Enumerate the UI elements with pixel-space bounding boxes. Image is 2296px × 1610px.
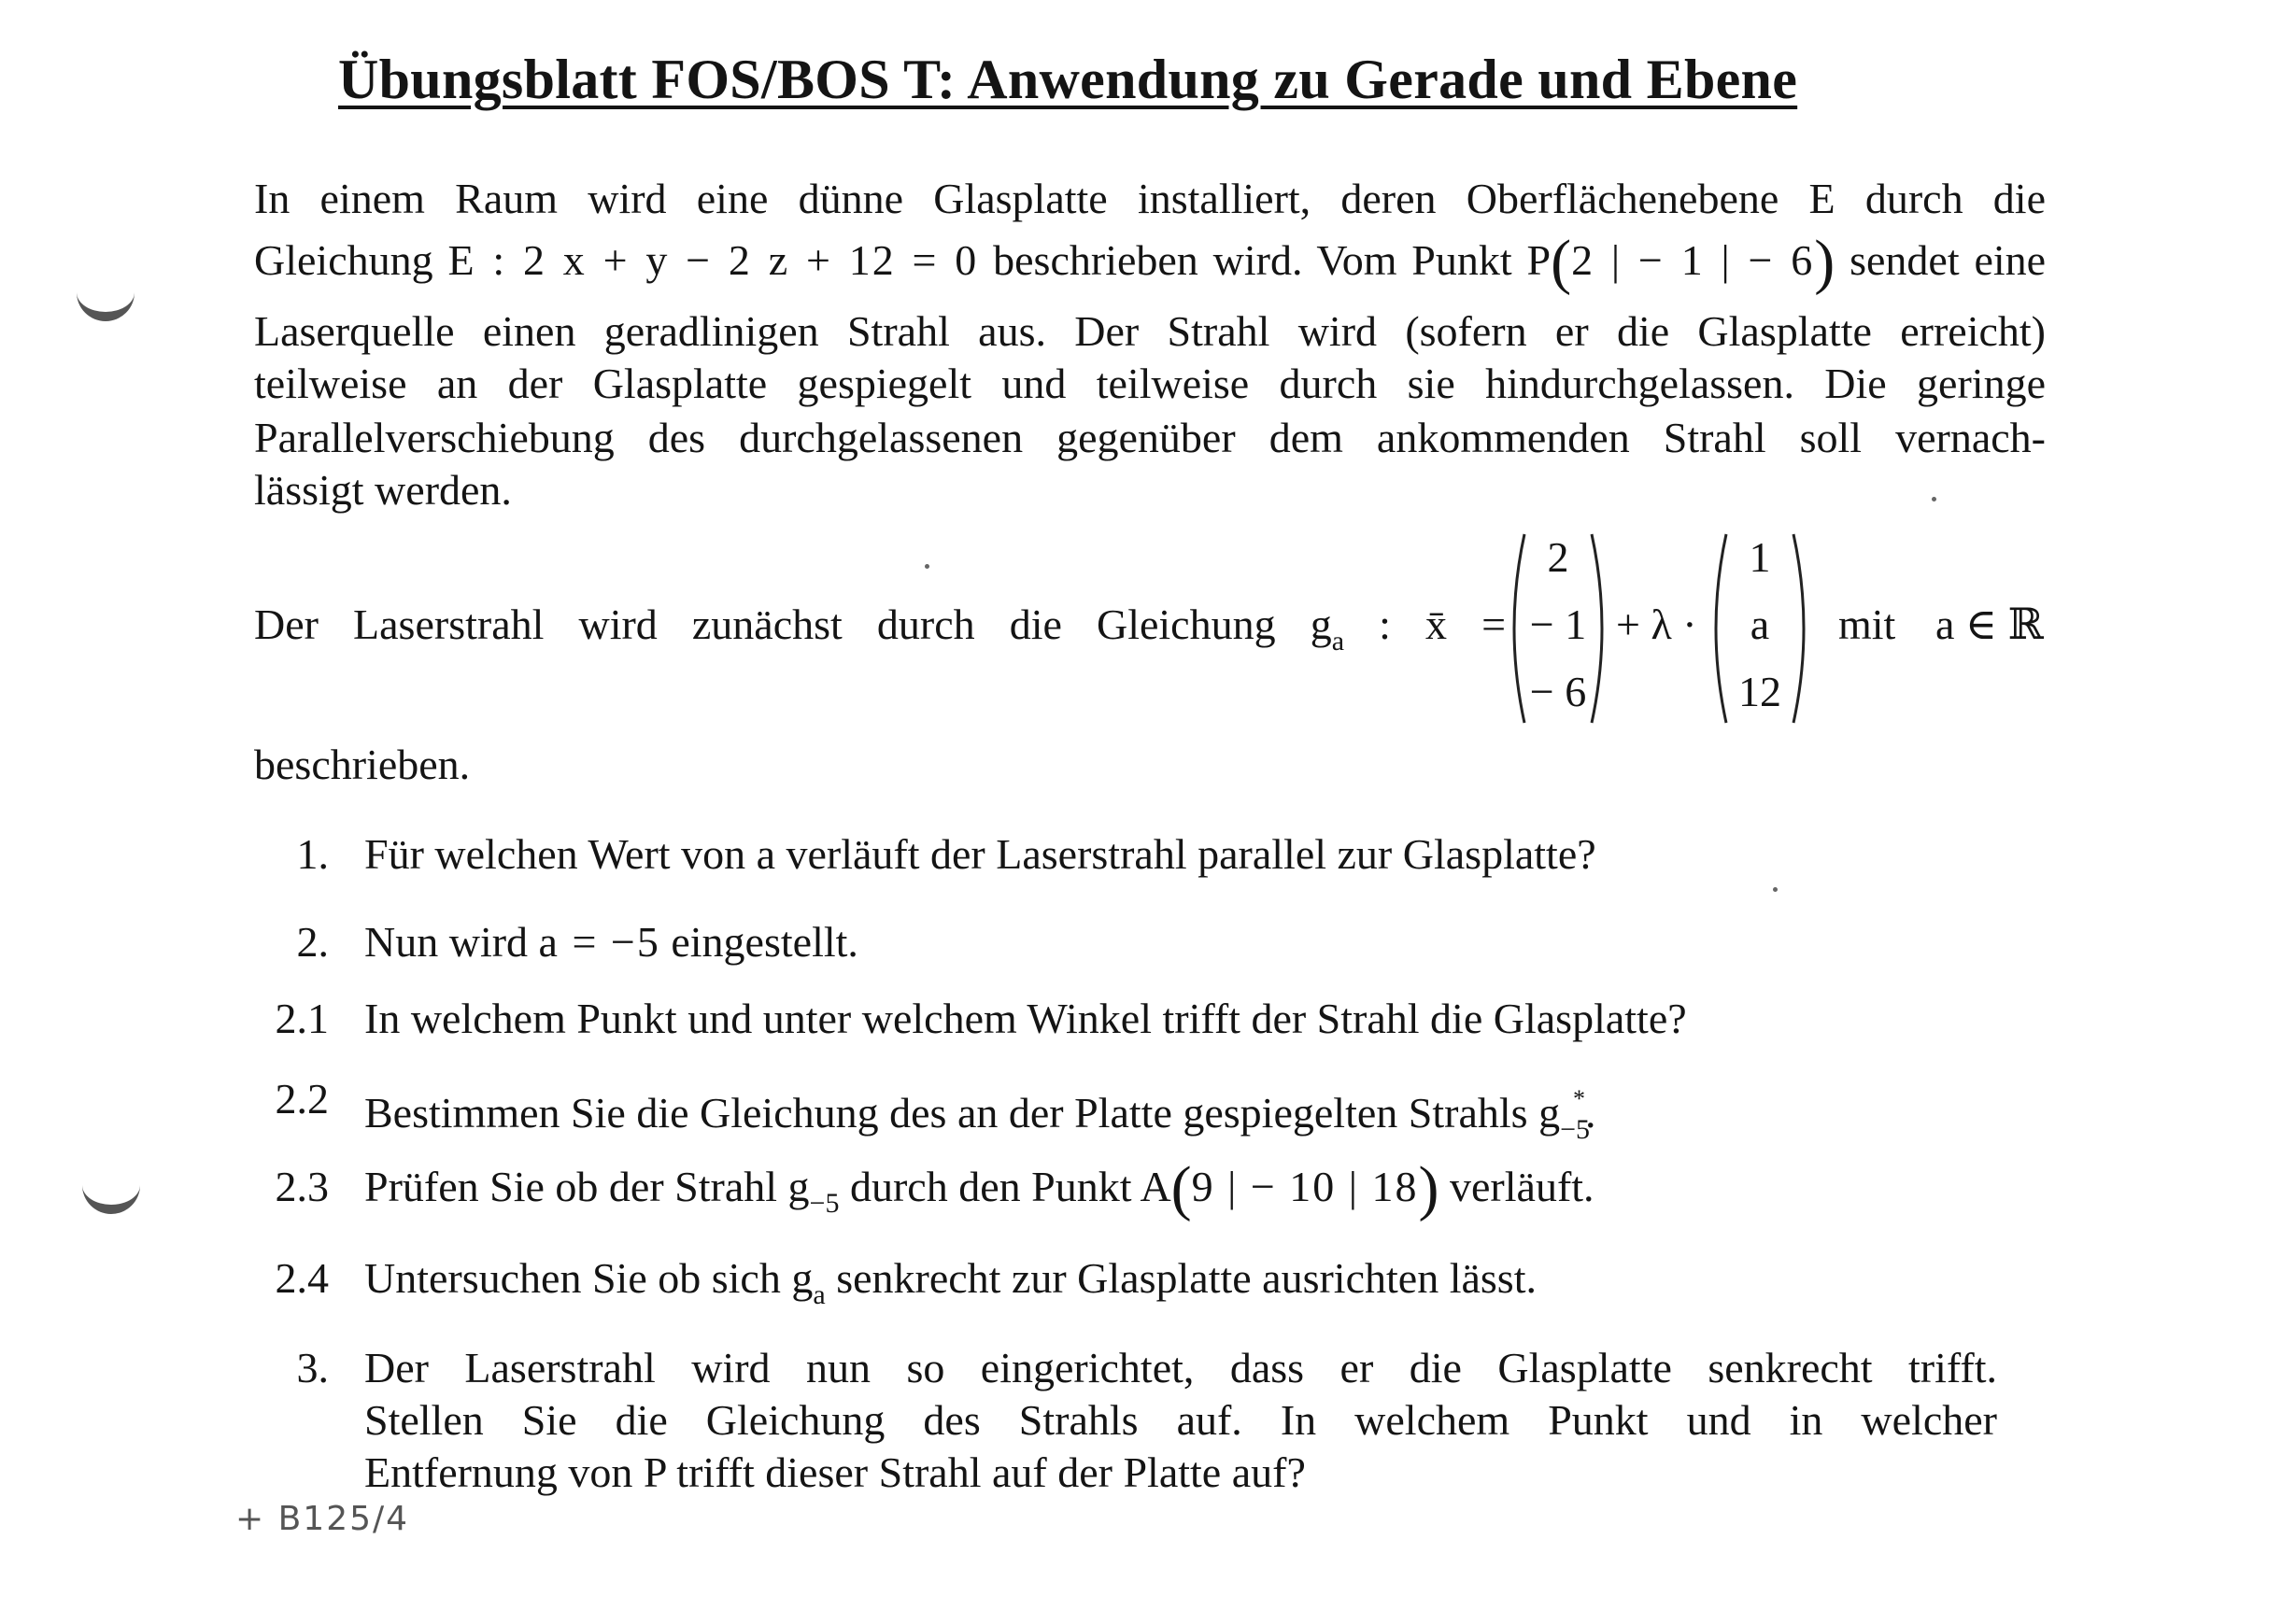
task-2-1-text: In welchem Punkt und unter welchem Winkel trifft der Strahl die Glasplatte?: [364, 995, 1687, 1042]
x-vector: : x̄ =: [1379, 600, 1507, 648]
line-symbol: [787, 1163, 840, 1219]
task-2-3-text-b: durch den Punkt: [849, 1163, 1132, 1210]
task-2-4-text: [364, 1251, 1537, 1322]
direction-vector: [1706, 530, 1814, 727]
intro-line-1: In einem Raum wird eine dünne Glasplatte installiert, deren Oberflächenebene E durch die: [254, 175, 2046, 222]
task-2-4-text-b: senkrecht zur Glasplatte ausrichten lässt.: [836, 1254, 1537, 1302]
intro-line-5: Parallelverschiebung des durchgelassenen gegenüber dem ankommenden Strahl soll vernach-: [254, 414, 2046, 461]
point-a: [1140, 1154, 1439, 1222]
point-p-label: P: [1526, 236, 1552, 284]
handwritten-note: + B125/4: [235, 1500, 410, 1538]
task-2-text-b: eingestellt.: [671, 918, 858, 966]
vec1-y: − 1: [1529, 600, 1587, 648]
point-p: [1526, 228, 1835, 296]
punch-hole-top: [77, 280, 135, 321]
point-p-coords: 2 | − 1 | − 6: [1571, 236, 1815, 284]
task-2-3-text-c: verläuft.: [1450, 1163, 1594, 1210]
task-2-4-text-a: Untersuchen Sie ob sich: [364, 1254, 781, 1302]
g-subscript: a: [813, 1279, 826, 1310]
line-symbol: [1310, 600, 1345, 657]
task-2-3-text: [364, 1154, 1594, 1231]
task-number: 2.: [296, 918, 329, 966]
task-number: 2.4: [275, 1254, 329, 1302]
vec1-x: 2: [1547, 533, 1569, 581]
point-a-coords: 9 | − 10 | 18: [1191, 1163, 1419, 1210]
intro-text: beschrieben wird. Vom Punkt: [993, 236, 1512, 284]
intro-text-end: sendet eine: [1850, 236, 2047, 284]
task-3-line-2: Stellen Sie die Gleichung des Strahls auf. In welchem Punkt und in welcher: [364, 1396, 1997, 1444]
task-number: 3.: [296, 1344, 329, 1391]
position-vector: [1504, 530, 1612, 727]
intro-line-6: lässigt werden.: [254, 466, 512, 514]
mit-word: mit: [1838, 600, 1896, 648]
intro-line-4: teilweise an der Glasplatte gespiegelt und teilweise durch sie hindurchgelassen. Die geringe: [254, 360, 2046, 407]
point-a-label: A: [1140, 1163, 1171, 1210]
paren-close: ): [1814, 228, 1835, 296]
task-1-text: Für welchen Wert von a verläuft der Laserstrahl parallel zur Glasplatte?: [364, 830, 1596, 878]
task-2-3-text-a: Prüfen Sie ob der Strahl: [364, 1163, 778, 1210]
g-symbol: g: [791, 1254, 814, 1302]
intro-word: Gleichung: [254, 236, 433, 284]
vec2-x: 1: [1749, 533, 1771, 581]
vec2-z: 12: [1738, 668, 1781, 715]
vec1-z: − 6: [1529, 668, 1587, 715]
reflected-line-symbol: [1538, 1085, 1596, 1145]
paren-close: ): [1418, 1154, 1439, 1222]
task-3-line-3: Entfernung von P trifft dieser Strahl auf der Platte auf?: [364, 1448, 1306, 1496]
speck: [1773, 887, 1778, 892]
g-subscript: −5: [809, 1188, 840, 1219]
line-equation-intro: Der Laserstrahl wird zunächst durch die Gleichung: [254, 600, 1276, 648]
g-symbol: g: [1310, 600, 1332, 648]
task-number: 1.: [296, 830, 329, 878]
g-subscript: a: [1331, 626, 1345, 657]
task-2-equation: a = −5: [538, 918, 660, 966]
punch-hole-bottom: [82, 1173, 140, 1214]
plane-equation: E : 2 x + y − 2 z + 12 = 0: [447, 236, 979, 284]
task-2-text: [364, 915, 858, 969]
speck: [925, 564, 929, 569]
plus-lambda: + λ ·: [1616, 600, 1697, 648]
task-number: 2.1: [275, 995, 329, 1042]
page-title: Übungsblatt FOS/BOS T: Anwendung zu Gerade und Ebene: [338, 49, 1798, 110]
g-symbol: g: [787, 1163, 810, 1210]
parameter-domain: a ∈ ℝ: [1935, 600, 2044, 648]
paren-open: (: [1170, 1154, 1192, 1222]
line-equation-text: [254, 598, 1506, 669]
period: .: [1584, 1089, 1596, 1137]
task-number: 2.3: [275, 1163, 329, 1210]
line-equation-after: beschrieben.: [254, 741, 471, 788]
task-number: 2.2: [275, 1075, 329, 1123]
intro-line-2: [254, 228, 2047, 296]
task-2-text-a: Nun wird: [364, 918, 529, 966]
vec2-y: a: [1750, 600, 1770, 648]
g-superscript: *: [1572, 1085, 1585, 1112]
g-symbol: g: [1538, 1089, 1561, 1137]
intro-line-3: Laserquelle einen geradlinigen Strahl aus. Der Strahl wird (sofern er die Glasplatte erreicht): [254, 307, 2046, 355]
g-subscript: −5: [1560, 1114, 1590, 1145]
task-2-2-text-main: Bestimmen Sie die Gleichung des an der Platte gespiegelten Strahls: [364, 1089, 1528, 1137]
line-symbol: [791, 1254, 826, 1310]
task-2-2-text: [364, 1072, 1595, 1157]
paren-open: (: [1551, 228, 1572, 296]
task-3-line-1: Der Laserstrahl wird nun so eingerichtet, dass er die Glasplatte senkrecht trifft.: [364, 1344, 1997, 1391]
